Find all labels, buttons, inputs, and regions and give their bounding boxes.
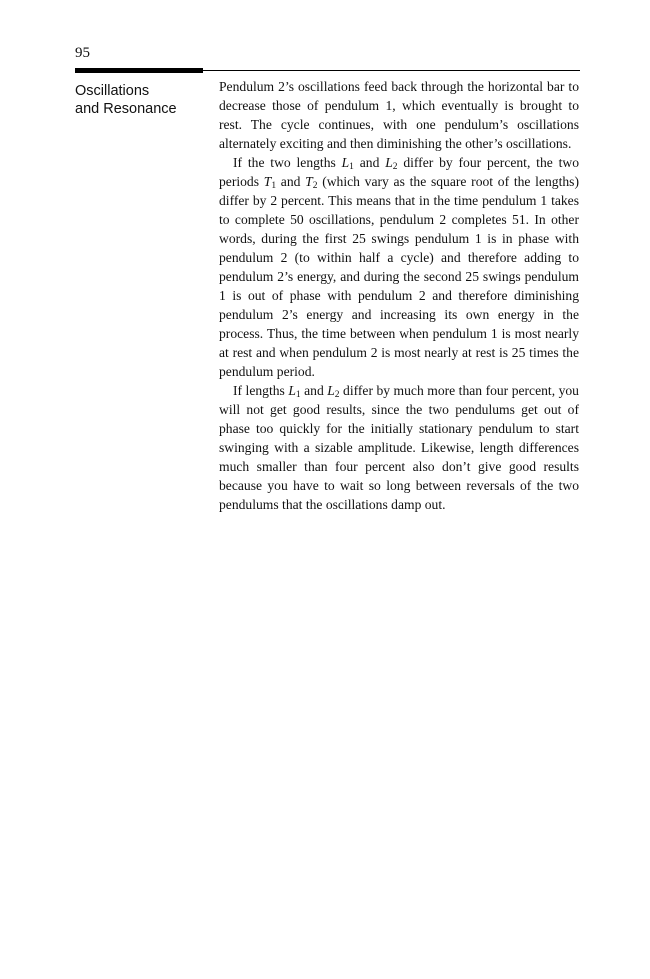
p2-text-4: and [276,174,306,189]
variable-l2-second: $L_2$ [327,383,340,400]
p2-text-5: (which vary as the square root of the lengths) differ by 2 percent. This means that in the time pendulum 1 takes to complete 50 oscillations, pendulum 2 completes 51. In other words, during the first 25 swings pendulum 1 is in phase with pendulum 2 (to within half a cycle) and therefore adding to pendulum 2’s energy, and during the second 25 swings pendulum 1 is out of phase with pendulum 2 and therefore diminishing pendulum 2’s energy and increasing its own energy in the process. Thus, the time between when pendulum 1 is most nearly at rest and when pendulum 2 is most nearly at rest is 25 times the pendulum period. [219,174,579,379]
p2-text-1: If the two lengths [233,155,342,170]
p3-text-1: If lengths [233,383,289,398]
body-text [219,77,579,514]
variable-l1-second: $L_1$ [288,383,301,400]
variable-l1: $L_1$ [341,155,354,172]
header-thin-rule [203,70,580,71]
p2-text-2: and [353,155,386,170]
p3-text-2: and [300,383,328,398]
paragraph-1: Pendulum 2’s oscillations feed back through the horizontal bar to decrease those of pendulum 1, which eventually is brought to rest. The cycle continues, with one pendulum’s oscillations alternately exciting and then diminishing the other’s oscillations. [219,79,579,151]
chapter-title-line-1: Oscillations [75,83,150,99]
p2-text-3: differ by four percent, the two periods [219,155,579,189]
paragraph-2 [219,153,579,381]
variable-l2: $L_2$ [385,155,398,172]
header-thick-rule [75,68,203,73]
chapter-title-line-2: and Resonance [75,101,177,117]
chapter-title [75,82,203,118]
variable-t1: $T_1$ [263,174,277,191]
page-number: 95 [75,45,90,61]
variable-t2: $T_2$ [305,174,318,191]
p3-text-3: differ by much more than four percent, you will not get good results, since the two pendulums get out of phase too quickly for the initially stationary pendulum to start swinging with a sizable amplitude. Likewise, length differences much smaller than four percent also don’t give good results because you have to wait so long between reversals of the two pendulums that the oscillations damp out. [219,383,579,512]
paragraph-3 [219,381,579,514]
